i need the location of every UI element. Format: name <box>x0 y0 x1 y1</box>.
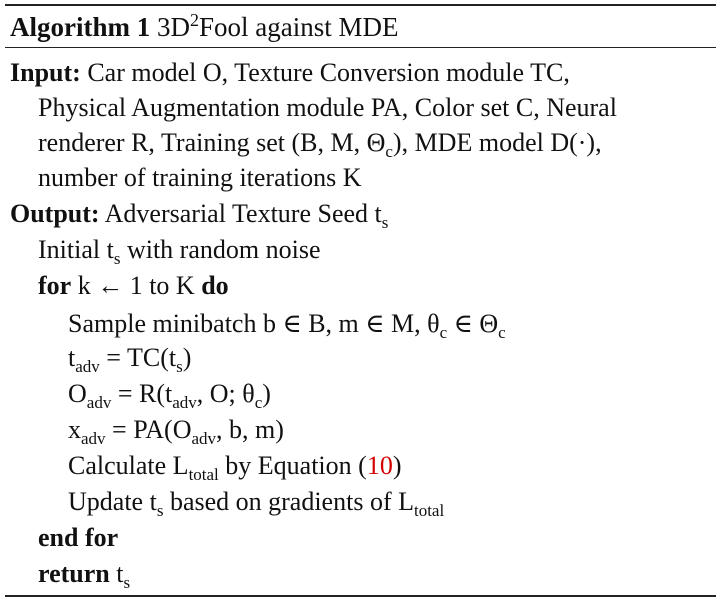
output-sub: s <box>381 213 389 232</box>
input-line-2 <box>38 90 617 126</box>
oadv-end: ) <box>262 379 271 408</box>
sample-sub1: c <box>439 323 448 342</box>
update-post: based on gradients of L <box>163 487 414 516</box>
oadv-rhs-sub: adv <box>172 393 197 412</box>
xadv-end: , b, m) <box>216 415 284 444</box>
update-sub: s <box>156 501 164 520</box>
endfor-keyword: end for <box>38 523 119 552</box>
top-rule <box>5 4 716 6</box>
step-init <box>38 232 320 268</box>
return-value: t <box>116 559 124 588</box>
calc-pre: Calculate L <box>68 451 189 480</box>
sample-sub2: c <box>498 323 506 342</box>
input-label: Input: <box>10 58 81 87</box>
oadv-lhs: O <box>68 379 87 408</box>
output-line <box>10 196 388 232</box>
init-sub: s <box>113 249 121 268</box>
bottom-rule <box>5 595 716 597</box>
algorithm-label: Algorithm 1 <box>10 12 151 42</box>
xadv-lhs: x <box>68 415 81 444</box>
tadv-lhs: t <box>68 343 76 372</box>
calc-sub: total <box>188 465 219 484</box>
return-keyword: return <box>38 559 110 588</box>
step-endfor <box>38 520 118 556</box>
input-text-2: Physical Augmentation module PA, Color set C, Neural <box>38 93 617 122</box>
input-text-3-rest: ), MDE model D(·), <box>392 128 602 157</box>
do-keyword: do <box>201 271 229 300</box>
step-xadv <box>68 412 284 448</box>
oadv-lhs-sub: adv <box>86 393 112 412</box>
oadv-rhs: = R(t <box>111 379 173 408</box>
title-rule <box>5 47 716 48</box>
oadv-mid: , O; θ <box>196 379 255 408</box>
algorithm-title <box>10 8 398 46</box>
input-line-4 <box>38 160 361 196</box>
sample-pre: Sample minibatch b ∈ B, m ∈ M, θ <box>68 309 440 338</box>
input-text-3: renderer R, Training set (B, M, Θ <box>38 128 386 157</box>
for-range: k ← 1 to K <box>77 271 195 300</box>
input-text-4: number of training iterations K <box>38 163 362 192</box>
calc-close: ) <box>392 451 402 480</box>
tadv-end: ) <box>182 343 192 372</box>
update-sub2: total <box>413 501 445 520</box>
title-suffix: Fool against MDE <box>198 12 399 42</box>
input-text-1: Car model O, Texture Conversion module TC, <box>87 58 570 87</box>
equation-reference-link[interactable]: 10 <box>366 451 393 480</box>
step-return <box>38 556 130 592</box>
output-label: Output: <box>10 199 100 228</box>
calc-post: by Equation ( <box>218 451 367 480</box>
tadv-rhs: = TC(t <box>99 343 177 372</box>
step-tadv <box>68 340 191 376</box>
init-post: with random noise <box>120 235 321 264</box>
sample-mid: ∈ Θ <box>447 309 499 338</box>
output-text: Adversarial Texture Seed t <box>104 199 382 228</box>
title-prefix: 3D <box>156 12 190 42</box>
step-calc <box>68 448 401 484</box>
update-pre: Update t <box>68 487 157 516</box>
for-keyword: for <box>38 271 72 300</box>
step-for <box>38 268 229 304</box>
init-pre: Initial t <box>38 235 114 264</box>
xadv-rhs: = PA(O <box>105 415 192 444</box>
title-superscript: 2 <box>189 10 199 30</box>
step-oadv <box>68 376 271 412</box>
return-sub: s <box>123 573 131 592</box>
xadv-lhs-sub: adv <box>81 429 106 448</box>
step-update <box>68 484 444 520</box>
input-line-1 <box>10 55 570 91</box>
input-text-3-sub: c <box>385 142 393 161</box>
tadv-lhs-sub: adv <box>75 357 100 376</box>
xadv-rhs-sub: adv <box>191 429 217 448</box>
tadv-rhs-sub: s <box>176 357 183 376</box>
oadv-mid-sub: c <box>254 393 263 412</box>
step-sample <box>68 306 506 342</box>
input-line-3 <box>38 125 602 161</box>
